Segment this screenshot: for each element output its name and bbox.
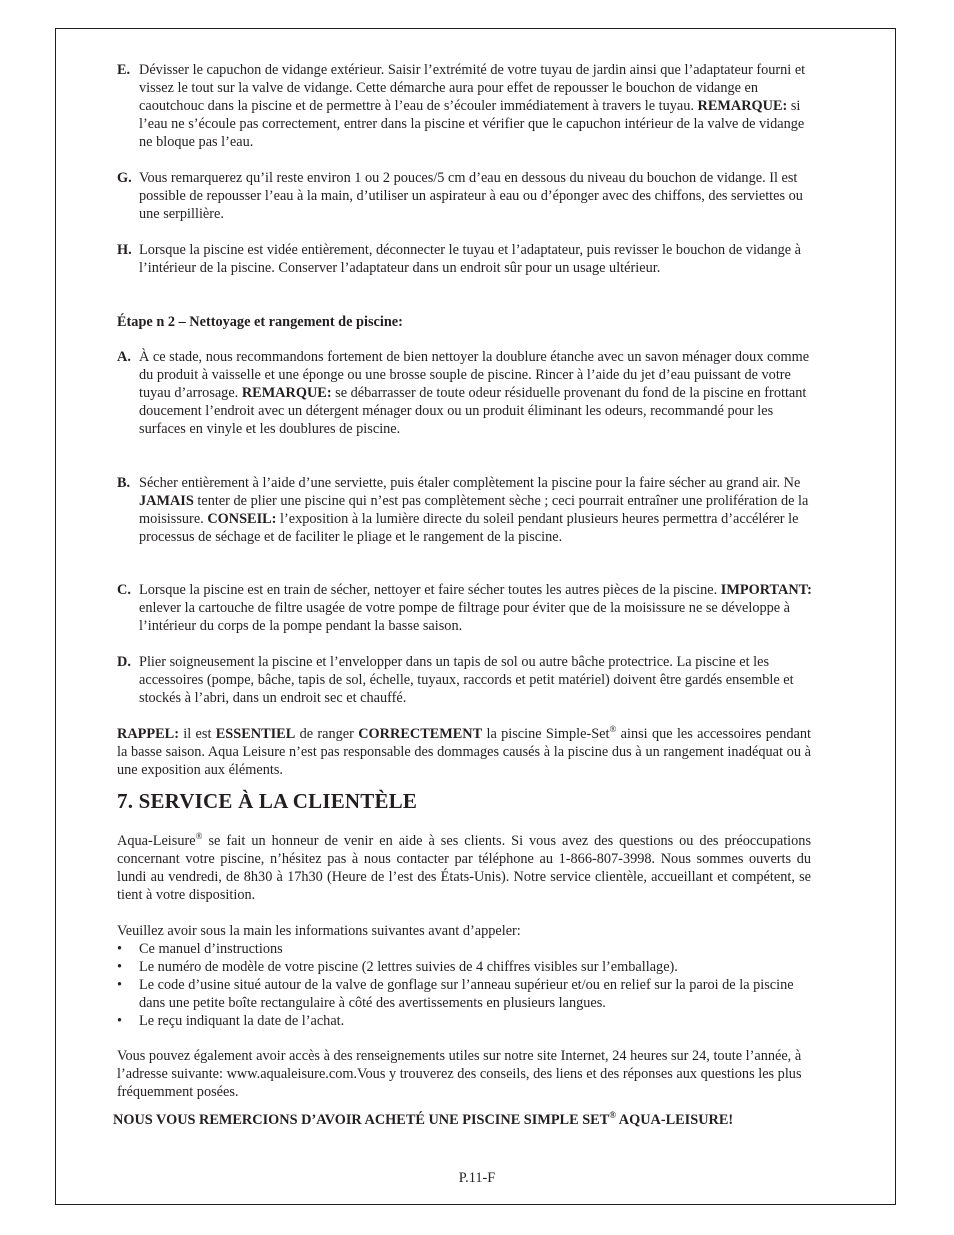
- item-label: A.: [117, 349, 131, 365]
- item-label: G.: [117, 170, 132, 186]
- list-item-text: Ce manuel d’instructions: [139, 941, 283, 957]
- item-label: D.: [117, 654, 131, 670]
- list-item-text: Le reçu indiquant la date de l’achat.: [139, 1013, 345, 1029]
- closing-text: AQUA-LEISURE!: [618, 1112, 734, 1128]
- step-g: [117, 169, 817, 223]
- item-text-3: l’exposition à la lumière directe du soleil pendant plusieurs heures permettra d’accélérer le processus de séchage et de faciliter le pliage et le rangement de la piscine.: [139, 511, 799, 545]
- item-text: Lorsque la piscine est en train de sécher, nettoyer et faire sécher toutes les autres pièces de la piscine.: [139, 582, 718, 598]
- step-e: [117, 61, 817, 151]
- registered-mark: ®: [609, 1110, 616, 1121]
- item-text: Sécher entièrement à l’aide d’une serviette, puis étaler complètement la piscine pour la faire sécher au grand air. Ne: [139, 475, 801, 491]
- closing-text: NOUS VOUS REMERCIONS D’AVOIR ACHETÉ UNE PISCINE SIMPLE SET: [113, 1112, 610, 1128]
- item-text-2: enlever la cartouche de filtre usagée de votre pompe de filtrage pour éviter que de la moisissure ne se développe à l’intérieur du corps de la pompe pendant la basse saison.: [139, 600, 791, 634]
- bullet-icon: •: [117, 1013, 123, 1029]
- item-text: À ce stade, nous recommandons fortement de bien nettoyer la doublure étanche avec un savon ménager doux comme du produit à vaisselle et une éponge ou une brosse souple de piscine. Rincer à l’aide du jet d’eau puissant de votre tuyau d’arrosage.: [139, 349, 810, 401]
- list-item: [117, 958, 817, 976]
- item-label: C.: [117, 582, 131, 598]
- item-text: Dévisser le capuchon de vidange extérieur. Saisir l’extrémité de votre tuyau de jardin ainsi que l’adaptateur fourni et vissez le tout sur la valve de vidange. Cette démarche aura pour effet de repousser le bouchon de vidange en caoutchouc dans la piscine et de permettre à l’eau de s’écouler immédiatement à travers le tuyau.: [139, 62, 806, 114]
- registered-mark: ®: [609, 724, 617, 735]
- step-b: [117, 474, 817, 546]
- step-d: [117, 653, 817, 707]
- list-item-text: Le numéro de modèle de votre piscine (2 lettres suivies de 4 chiffres visibles sur l’emballage).: [139, 959, 678, 975]
- rappel-label: RAPPEL:: [117, 726, 179, 742]
- brand-name: Aqua-Leisure: [117, 833, 196, 849]
- section-heading: 7. SERVICE À LA CLIENTÈLE: [117, 789, 418, 813]
- essentiel-label: ESSENTIEL: [215, 726, 296, 742]
- step2-title: Étape n 2 – Nettoyage et rangement de piscine:: [117, 314, 403, 330]
- registered-mark: ®: [195, 831, 203, 842]
- list-item: [117, 1012, 817, 1030]
- bullet-icon: •: [117, 959, 123, 975]
- item-label: H.: [117, 242, 132, 258]
- item-text-2: tenter de plier une piscine qui n’est pas complètement sèche ; ceci pourrait entraîner une prolifération de la moisissure.: [139, 493, 809, 527]
- rappel-text: il est: [183, 726, 212, 742]
- remarque-label: REMARQUE:: [697, 98, 788, 114]
- service-text: se fait un honneur de venir en aide à ses clients. Si vous avez des questions ou des préoccupations concernant votre piscine, n’hésitez pas à nous contacter par téléphone au 1-866-807-3998. Nous sommes ouverts du lundi au vendredi, de 8h30 à 17h30 (Heure de l’est des États-Unis). Notre service clientèle, accueillant et compétent, se tient à votre disposition.: [117, 833, 812, 903]
- list-item-text: Le code d’usine situé autour de la valve de gonflage sur l’anneau supérieur et/ou en relief sur la paroi de la piscine dans une petite boîte rectangulaire à côté des avertissements en plusieurs langues.: [139, 977, 794, 1011]
- info-list: [117, 940, 817, 1030]
- item-text-2: si l’eau ne s’écoule pas correctement, entrer dans la piscine et vérifier que le capuchon intérieur de la valve de vidange ne bloque pas l’eau.: [139, 98, 805, 150]
- conseil-label: CONSEIL:: [207, 511, 277, 527]
- correctement-label: CORRECTEMENT: [358, 726, 483, 742]
- step-c: [117, 581, 817, 635]
- website-paragraph: Vous pouvez également avoir accès à des renseignements utiles sur notre site Internet, 24 heures sur 24, toute l’année, à l’adresse suivante: www.aqualeisure.com.Vous y trouverez des conseils, des liens et des réponses aux questions les plus fréquemment posées.: [117, 1048, 802, 1100]
- item-label: E.: [117, 62, 131, 78]
- rappel-paragraph: [117, 725, 811, 779]
- bullet-icon: •: [117, 977, 123, 993]
- info-intro: Veuillez avoir sous la main les informations suivantes avant d’appeler:: [117, 923, 521, 939]
- item-text: Vous remarquerez qu’il reste environ 1 ou 2 pouces/5 cm d’eau en dessous du niveau du bouchon de vidange. Il est possible de repousser l’eau à la main, d’utiliser un aspirateur à eau ou d’éponger avec des chiffons, des serviettes ou une serpillière.: [139, 170, 803, 222]
- list-item: [117, 976, 817, 1012]
- service-paragraph: [117, 832, 811, 904]
- item-text-2: se débarrasser de toute odeur résiduelle provenant du fond de la piscine en frottant doucement l’endroit avec un détergent ménager doux ou un produit éliminant les odeurs, recommandé pour les surfaces en vinyle et les doublures de piscine.: [139, 385, 807, 437]
- page-number: P.11-F: [458, 1170, 496, 1186]
- remarque-label: REMARQUE:: [241, 385, 332, 401]
- rappel-text: la piscine Simple-Set: [486, 726, 610, 742]
- step-h: [117, 241, 817, 277]
- important-label: IMPORTANT:: [720, 582, 812, 598]
- step-a: [117, 348, 817, 438]
- item-text: Lorsque la piscine est vidée entièrement, déconnecter le tuyau et l’adaptateur, puis revisser le bouchon de vidange à l’intérieur de la piscine. Conserver l’adaptateur dans un endroit sûr pour un usage ultérieur.: [139, 242, 801, 276]
- rappel-text: de ranger: [299, 726, 354, 742]
- item-label: B.: [117, 475, 131, 491]
- item-text: Plier soigneusement la piscine et l’envelopper dans un tapis de sol ou autre bâche protectrice. La piscine et les accessoires (pompe, bâche, tapis de sol, échelle, tuyaux, raccords et petit matériel) doivent être gardés ensemble et stockés à l’abri, dans un endroit sec et chauffé.: [139, 654, 794, 706]
- rappel-text: ainsi que les accessoires pendant la basse saison. Aqua Leisure n’est pas responsable des dommages causés à la piscine dus à un rangement inadéquat ou à une exposition aux éléments.: [117, 726, 812, 778]
- list-item: [117, 940, 817, 958]
- jamais-label: JAMAIS: [139, 493, 194, 509]
- bullet-icon: •: [117, 941, 123, 957]
- closing-line: [113, 1112, 733, 1129]
